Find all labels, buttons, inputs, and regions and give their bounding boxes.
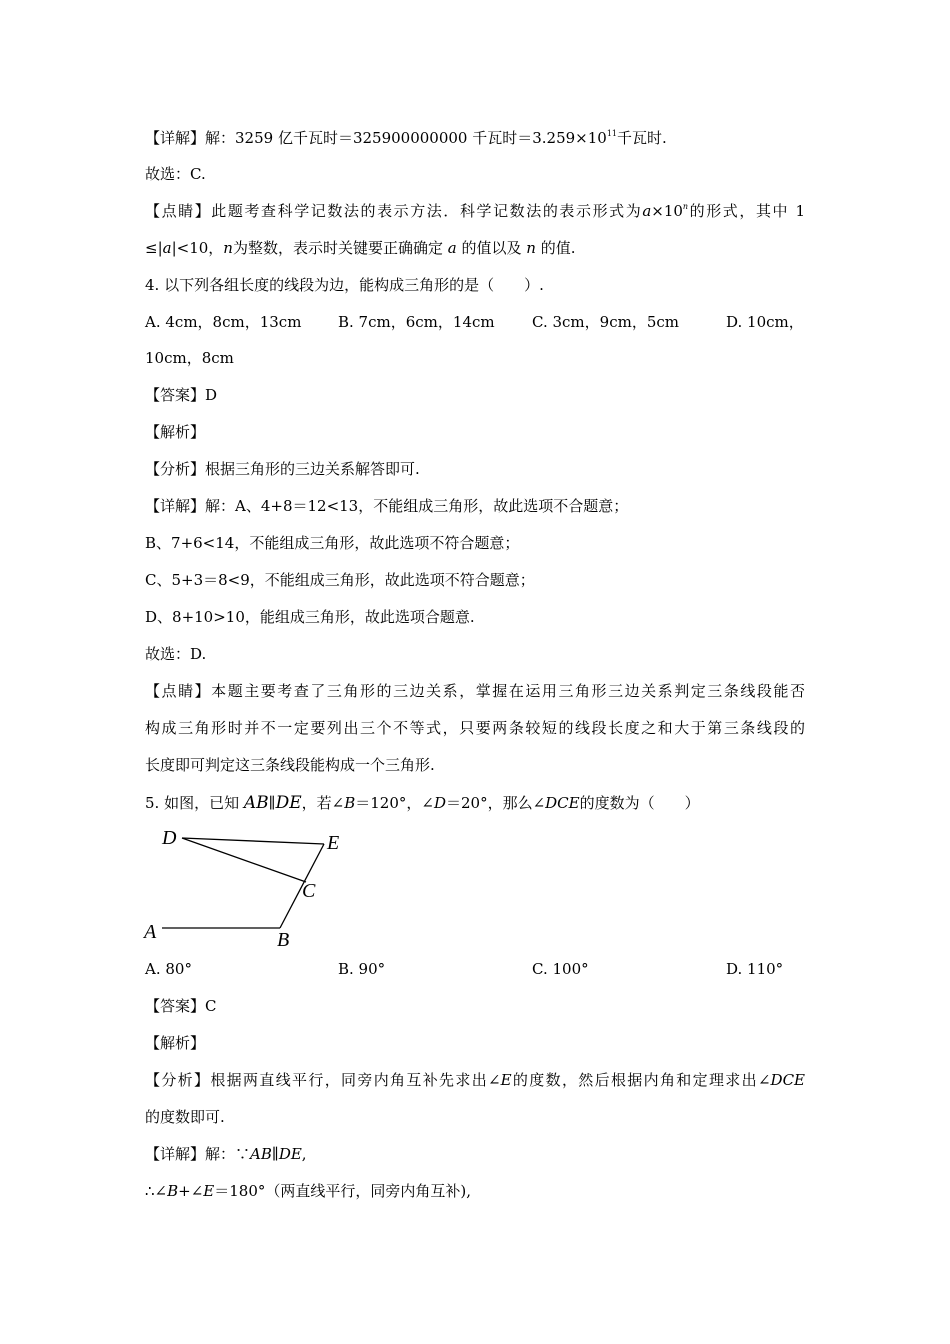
q4-comment-3: 长度即可判定这三条线段能构成一个三角形.	[145, 756, 435, 774]
q4-answer: 【答案】D	[145, 386, 218, 404]
q5-analysis-heading: 【解析】	[145, 1034, 206, 1052]
q3-comment-line1: 【点睛】此题考查科学记数法的表示方法．科学记数法的表示形式为$a\times 10^n$的形式，其中 1	[145, 202, 806, 220]
q4-stem: 4. 以下列各组长度的线段为边，能构成三角形的是（ ）.	[145, 276, 544, 294]
q4-detail-2: B、7+6<14，不能组成三角形，故此选项不符合题意；	[145, 534, 520, 552]
label-e: E	[327, 832, 340, 854]
q4-option-a: A. 4cm，8cm，13cm	[145, 313, 302, 331]
geometry-figure	[140, 824, 360, 954]
q5-option-c: C. 100°	[532, 960, 589, 978]
q5-fenxi-line2: 的度数即可.	[145, 1108, 225, 1126]
q3-detail: 【详解】解：3259 亿千瓦时＝325900000000 千瓦时$=3.259\times 10^{11}$千瓦时.	[145, 129, 667, 147]
q5-option-b: B. 90°	[338, 960, 386, 978]
q4-detail-1: 【详解】解：A、4+8＝12<13，不能组成三角形，故此选项不合题意；	[145, 497, 629, 515]
q3-comment-line2: ≤|a|<10，n为整数，表示时关键要正确确定 a 的值以及 n 的值.	[145, 239, 576, 257]
q5-option-a: A. 80°	[145, 960, 192, 978]
label-a: A	[144, 921, 157, 943]
q4-option-d: D. 10cm，	[726, 313, 804, 331]
q4-detail-3: C、5+3＝8<9，不能组成三角形，故此选项不符合题意；	[145, 571, 535, 589]
q5-answer: 【答案】C	[145, 997, 217, 1015]
q3-choose: 故选：C.	[145, 165, 206, 183]
q4-option-d-cont: 10cm，8cm	[145, 349, 234, 367]
q4-option-b: B. 7cm，6cm，14cm	[338, 313, 495, 331]
label-c: C	[302, 880, 316, 902]
q4-option-c: C. 3cm，9cm，5cm	[532, 313, 679, 331]
label-b: B	[277, 929, 290, 951]
q4-choose: 故选：D.	[145, 645, 207, 663]
q4-detail-4: D、8+10>10，能组成三角形，故此选项合题意.	[145, 608, 475, 626]
q5-option-d: D. 110°	[726, 960, 784, 978]
q5-fenxi-line1: 【分析】根据两直线平行，同旁内角互补先求出∠E的度数，然后根据内角和定理求出∠DCE	[145, 1071, 805, 1089]
segment-de	[182, 838, 324, 844]
q4-analysis-heading: 【解析】	[145, 423, 206, 441]
q5-detail: 【详解】解：∵AB∥DE,	[145, 1145, 307, 1163]
q5-stem: 5. 如图，已知 AB∥DE，若∠B＝120°，∠D＝20°，那么∠DCE的度数为（ ）	[145, 793, 700, 813]
q4-fenxi: 【分析】根据三角形的三边关系解答即可.	[145, 460, 420, 478]
segment-dc	[182, 838, 306, 882]
q4-comment-2: 构成三角形时并不一定要列出三个不等式，只要两条较短的线段长度之和大于第三条线段的	[145, 719, 805, 737]
q5-step: ∴∠B+∠E＝180°（两直线平行，同旁内角互补),	[145, 1182, 472, 1200]
q4-comment-1: 【点睛】本题主要考查了三角形的三边关系，掌握在运用三角形三边关系判定三条线段能否	[145, 682, 805, 700]
label-d: D	[162, 827, 177, 849]
